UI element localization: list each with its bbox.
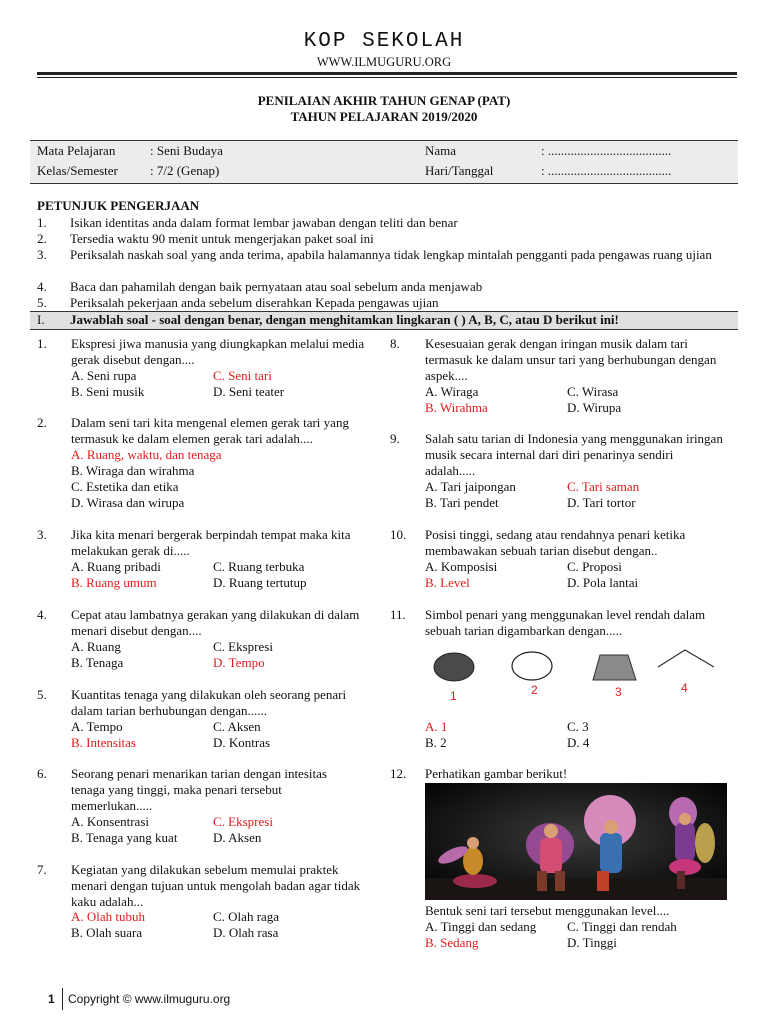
petunjuk-item: Isikan identitas anda dalam format lembar jawaban dengan teliti dan benar: [70, 215, 458, 230]
option-b-answer[interactable]: B. Level: [425, 575, 470, 590]
option-b[interactable]: B. Olah suara: [71, 925, 143, 940]
option-c[interactable]: C. Wirasa: [567, 384, 619, 399]
level-symbols: [430, 645, 730, 705]
option-d[interactable]: D. Seni teater: [213, 384, 285, 399]
option-c[interactable]: C. Ruang terbuka: [213, 559, 305, 574]
option-b-answer[interactable]: B. Intensitas: [71, 735, 136, 750]
symbol-label: 4: [681, 681, 688, 695]
option-a-answer[interactable]: A. 1: [425, 719, 448, 734]
option-a[interactable]: A. Ruang: [71, 639, 121, 654]
question-text: Kuantitas tenaga yang dilakukan oleh seorang penari dalam tarian berhubungan dengan......: [71, 687, 347, 718]
question-text: Jika kita menari bergerak berpindah tempat maka kita melakukan gerak di.....: [71, 527, 351, 558]
option-c[interactable]: C. Aksen: [213, 719, 261, 734]
option-c-answer[interactable]: C. Ekspresi: [213, 814, 273, 829]
petunjuk-heading: PETUNJUK PENGERJAAN: [37, 198, 200, 213]
nama-label: Nama: [425, 143, 457, 158]
question-number: 12.: [390, 766, 407, 781]
symbol-label: 3: [615, 685, 622, 699]
option-a-answer[interactable]: A. Olah tubuh: [71, 909, 146, 924]
option-a[interactable]: A. Tinggi dan sedang: [425, 919, 537, 934]
question-text: Kegiatan yang dilakukan sebelum memulai praktek menari dengan tujuan untuk mengolah badan agar tidak kaku adalah...: [71, 862, 361, 909]
question-text: Kesesuaian gerak dengan iringan musik dalam tari termasuk ke dalam unsur tari yang berhubungan dengan aspek....: [425, 336, 717, 383]
option-a[interactable]: A. Seni rupa: [71, 368, 137, 383]
option-c[interactable]: C. Estetika dan etika: [71, 479, 179, 494]
option-c[interactable]: C. Proposi: [567, 559, 622, 574]
hari-value[interactable]: : ......................................: [541, 163, 672, 178]
header-rule: [37, 72, 737, 75]
option-b-answer[interactable]: B. Sedang: [425, 935, 479, 950]
option-c[interactable]: C. Olah raga: [213, 909, 280, 924]
option-a[interactable]: A. Tempo: [71, 719, 123, 734]
petunjuk-num: 1.: [37, 215, 47, 230]
option-d[interactable]: D. Kontras: [213, 735, 271, 750]
dance-photo: [425, 783, 727, 900]
option-a[interactable]: A. Wiraga: [425, 384, 479, 399]
exam-title: PENILAIAN AKHIR TAHUN GENAP (PAT): [257, 93, 511, 108]
option-d[interactable]: D. Tari tortor: [567, 495, 636, 510]
option-a[interactable]: A. Tari jaipongan: [425, 479, 516, 494]
page-number: 1: [48, 992, 55, 1006]
petunjuk-num: 5.: [37, 295, 47, 310]
header-rule-thin: [37, 77, 737, 78]
section-instruction: Jawablah soal - soal dengan benar, dengan menghitamkan lingkaran ( ) A, B, C, atau D berikut ini!: [70, 312, 619, 327]
option-d-answer[interactable]: D. Tempo: [213, 655, 265, 670]
option-d[interactable]: D. Ruang tertutup: [213, 575, 307, 590]
petunjuk-item: Periksalah pekerjaan anda sebelum diserahkan Kepada pengawas ujian: [70, 295, 439, 310]
option-d[interactable]: D. 4: [567, 735, 590, 750]
option-b[interactable]: B. 2: [425, 735, 447, 750]
question-number: 9.: [390, 431, 400, 446]
petunjuk-num: 3.: [37, 247, 47, 262]
option-a-answer[interactable]: A. Ruang, waktu, dan tenaga: [71, 447, 222, 462]
symbol-2-circle-outline: [512, 652, 552, 680]
kelas-label: Kelas/Semester: [37, 163, 118, 178]
symbol-4-chevron: [658, 650, 714, 667]
option-c[interactable]: C. 3: [567, 719, 589, 734]
footer-divider: [62, 988, 63, 1010]
petunjuk-num: 4.: [37, 279, 47, 294]
kelas-value: : 7/2 (Genap): [150, 163, 220, 178]
question-text-followup: Bentuk seni tari tersebut menggunakan level....: [425, 903, 670, 918]
question-text: Ekspresi jiwa manusia yang diungkapkan melalui media gerak disebut dengan....: [71, 336, 365, 367]
symbol-label: 2: [531, 683, 538, 697]
option-c-answer[interactable]: C. Tari saman: [567, 479, 640, 494]
question-number: 11.: [390, 607, 406, 622]
question-number: 2.: [37, 415, 47, 430]
question-number: 10.: [390, 527, 407, 542]
petunjuk-num: 2.: [37, 231, 47, 246]
symbol-3-trapezoid: [593, 655, 636, 680]
symbol-label: 1: [450, 689, 457, 703]
option-b[interactable]: B. Tenaga: [71, 655, 124, 670]
exam-year: TAHUN PELAJARAN 2019/2020: [290, 109, 478, 124]
option-d[interactable]: D. Olah rasa: [213, 925, 279, 940]
mapel-value: : Seni Budaya: [150, 143, 223, 158]
mapel-label: Mata Pelajaran: [37, 143, 116, 158]
option-d[interactable]: D. Wirupa: [567, 400, 622, 415]
option-c[interactable]: C. Tinggi dan rendah: [567, 919, 677, 934]
option-d[interactable]: D. Wirasa dan wirupa: [71, 495, 185, 510]
option-a[interactable]: A. Ruang pribadi: [71, 559, 161, 574]
option-b[interactable]: B. Tenaga yang kuat: [71, 830, 178, 845]
kop-sekolah: KOP SEKOLAH: [303, 30, 465, 53]
footer-copyright: Copyright © www.ilmuguru.org: [68, 992, 231, 1006]
option-c[interactable]: C. Ekspresi: [213, 639, 273, 654]
question-number: 7.: [37, 862, 47, 877]
option-d[interactable]: D. Tinggi: [567, 935, 617, 950]
question-text: Salah satu tarian di Indonesia yang menggunakan iringan musik secara internal dari diri penarinya sendiri adalah.....: [425, 431, 723, 478]
question-text: Perhatikan gambar berikut!: [425, 766, 568, 781]
question-number: 5.: [37, 687, 47, 702]
question-text: Posisi tinggi, sedang atau rendahnya penari ketika membawakan sebuah tarian disebut dengan..: [425, 527, 686, 558]
question-text: Cepat atau lambatnya gerakan yang dilakukan di dalam menari disebut dengan....: [71, 607, 360, 638]
option-d[interactable]: D. Aksen: [213, 830, 262, 845]
question-text: Dalam seni tari kita mengenal elemen gerak tari yang termasuk ke dalam elemen gerak tari adalah....: [71, 415, 349, 446]
petunjuk-item: Tersedia waktu 90 menit untuk mengerjakan paket soal ini: [70, 231, 374, 246]
option-a[interactable]: A. Komposisi: [425, 559, 498, 574]
symbol-1-filled-circle: [434, 653, 474, 681]
option-b[interactable]: B. Seni musik: [71, 384, 145, 399]
question-number: 6.: [37, 766, 47, 781]
question-number: 8.: [390, 336, 400, 351]
option-c-answer[interactable]: C. Seni tari: [213, 368, 272, 383]
question-number: 4.: [37, 607, 47, 622]
nama-value[interactable]: : ......................................: [541, 143, 672, 158]
hari-label: Hari/Tanggal: [425, 163, 494, 178]
petunjuk-item: Baca dan pahamilah dengan baik pernyataan atau soal sebelum anda menjawab: [70, 279, 483, 294]
option-a[interactable]: A. Konsentrasi: [71, 814, 149, 829]
section-num: I.: [37, 312, 45, 327]
question-number: 1.: [37, 336, 47, 351]
website: WWW.ILMUGURU.ORG: [316, 55, 452, 69]
question-text: Simbol penari yang menggunakan level rendah dalam sebuah tarian digambarkan dengan.....: [425, 607, 706, 638]
question-text: Seorang penari menarikan tarian dengan intesitas tenaga yang tinggi, maka penari tersebut memerlukan.....: [71, 766, 327, 813]
question-number: 3.: [37, 527, 47, 542]
option-b-answer[interactable]: B. Ruang umum: [71, 575, 157, 590]
option-d[interactable]: D. Pola lantai: [567, 575, 639, 590]
option-b[interactable]: B. Wiraga dan wirahma: [71, 463, 195, 478]
option-b-answer[interactable]: B. Wirahma: [425, 400, 488, 415]
option-b[interactable]: B. Tari pendet: [425, 495, 499, 510]
petunjuk-item: Periksalah naskah soal yang anda terima, apabila halamannya tidak lengkap mintalah pengganti pada pengawas ruang ujian: [70, 247, 712, 262]
